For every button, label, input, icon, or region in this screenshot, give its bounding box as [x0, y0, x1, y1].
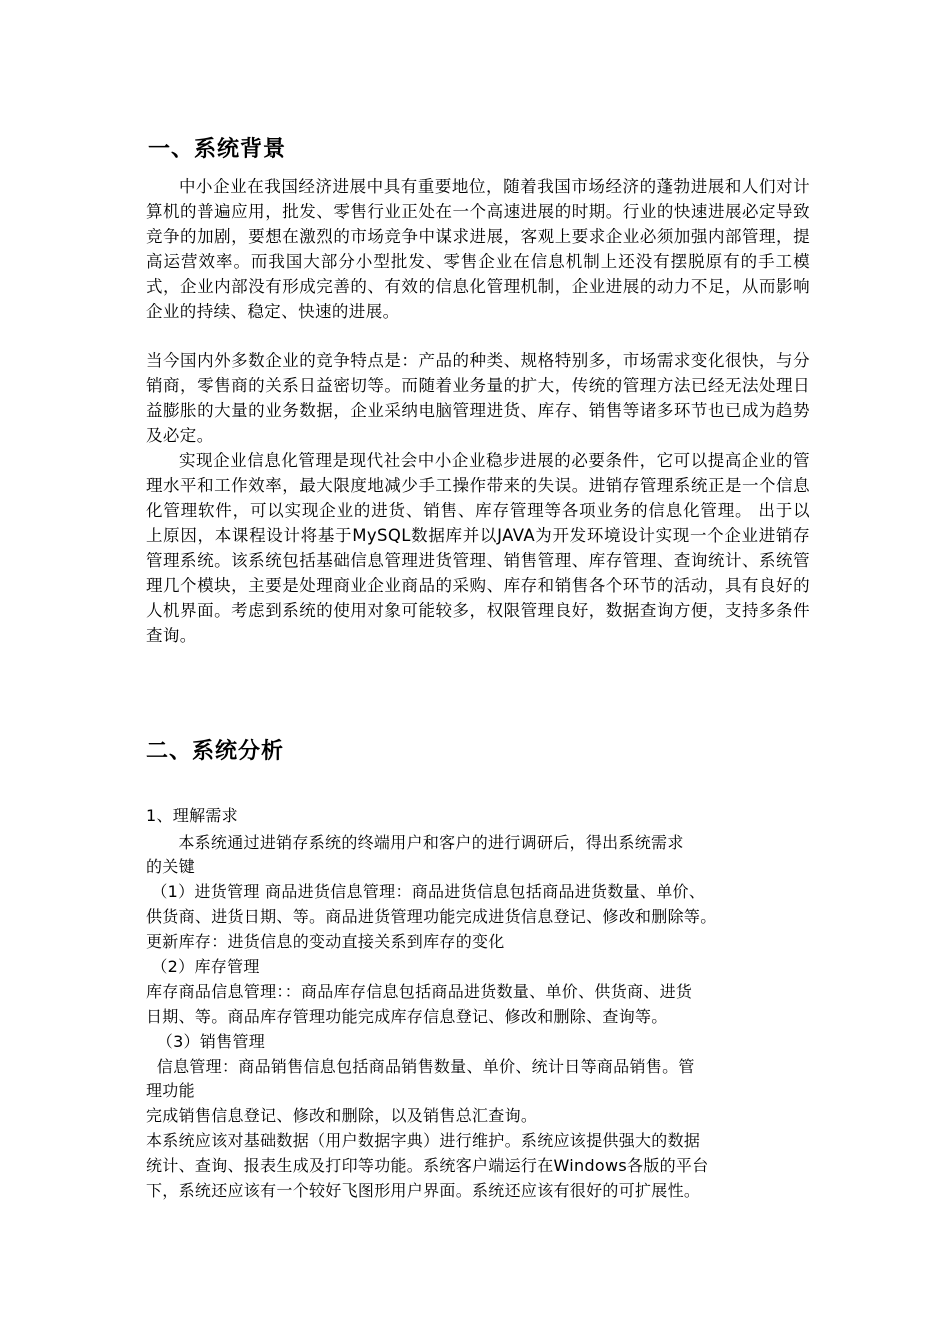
paragraph-background-3: 实现企业信息化管理是现代社会中小企业稳步进展的必要条件，它可以提高企业的管理水平和工作效率，最大限度地减少手工操作带来的失误。进销存管理系统正是一个信息化管理软件，可以实现企业的进货、销售、库存管理等各项业务的信息化管理。 出于以上原因，本课程设计将基于MySQL数据库并以JAVA为开发环境设计实现一个企业进销存管理系统。该系统包括基础信息管理进货管理、销售管理、库存管理、查询统计、系统管理几个模块，主要是处理商业企业商品的采购、库存和销售各个环节的活动，具有良好的人机界面。考虑到系统的使用对象可能较多，权限管理良好，数据查询方便，支持多条件查询。 — [146, 451, 810, 645]
text-line: （1）进货管理 商品进货信息管理：商品进货信息包括商品进货数量、单价、 — [146, 882, 706, 901]
section-heading-background: 一、系统背景 — [148, 137, 287, 162]
text-line: 库存商品信息管理：：商品库存信息包括商品进货数量、单价、供货商、进货 — [146, 982, 693, 1001]
text-line: （3）销售管理 — [146, 1032, 266, 1051]
text-line: 本系统应该对基础数据（用户数据字典）进行维护。系统应该提供强大的数据 — [146, 1131, 701, 1150]
text-line: （2）库存管理 — [146, 957, 260, 976]
text-line: 的关键 — [146, 857, 195, 876]
text-line: 本系统通过进销存系统的终端用户和客户的进行调研后，得出系统需求 — [146, 833, 684, 852]
text-line: 更新库存：进货信息的变动直接关系到库存的变化 — [146, 932, 505, 951]
text-line: 日期、等。商品库存管理功能完成库存信息登记、修改和删除、查询等。 — [146, 1007, 668, 1026]
text-line: 完成销售信息登记、修改和删除，以及销售总汇查询。 — [146, 1106, 538, 1125]
paragraph-background-1: 中小企业在我国经济进展中具有重要地位，随着我国市场经济的蓬勃进展和人们对计算机的普遍应用，批发、零售行业正处在一个高速进展的时期。行业的快速进展必定导致竞争的加剧，要想在激烈的市场竞争中谋求进展，客观上要求企业必须加强内部管理，提高运营效率。而我国大部分小型批发、零售企业在信息机制上还没有摆脱原有的手工模式，企业内部没有形成完善的、有效的信息化管理机制，企业进展的动力不足，从而影响企业的持续、稳定、快速的进展。 — [146, 177, 810, 321]
text-line: 信息管理：商品销售信息包括商品销售数量、单价、统计日等商品销售。管 — [146, 1057, 695, 1076]
section-heading-analysis: 二、系统分析 — [146, 739, 285, 764]
text-line: 下，系统还应该有一个较好飞图形用户界面。系统还应该有很好的可扩展性。 — [146, 1181, 701, 1200]
text-line: 1、理解需求 — [146, 806, 238, 825]
paragraph-background-2: 当今国内外多数企业的竞争特点是：产品的种类、规格特别多，市场需求变化很快，与分销商，零售商的关系日益密切等。而随着业务量的扩大，传统的管理方法已经无法处理日益膨胀的大量的业务数据，企业采纳电脑管理进货、库存、销售等诸多环节也已成为趋势及必定。 — [146, 351, 810, 445]
text-line: 统计、查询、报表生成及打印等功能。系统客户端运行在Windows各版的平台 — [146, 1156, 709, 1175]
text-line: 理功能 — [146, 1081, 195, 1100]
text-line: 供货商、进货日期、等。商品进货管理功能完成进货信息登记、修改和删除等。 — [146, 907, 717, 926]
